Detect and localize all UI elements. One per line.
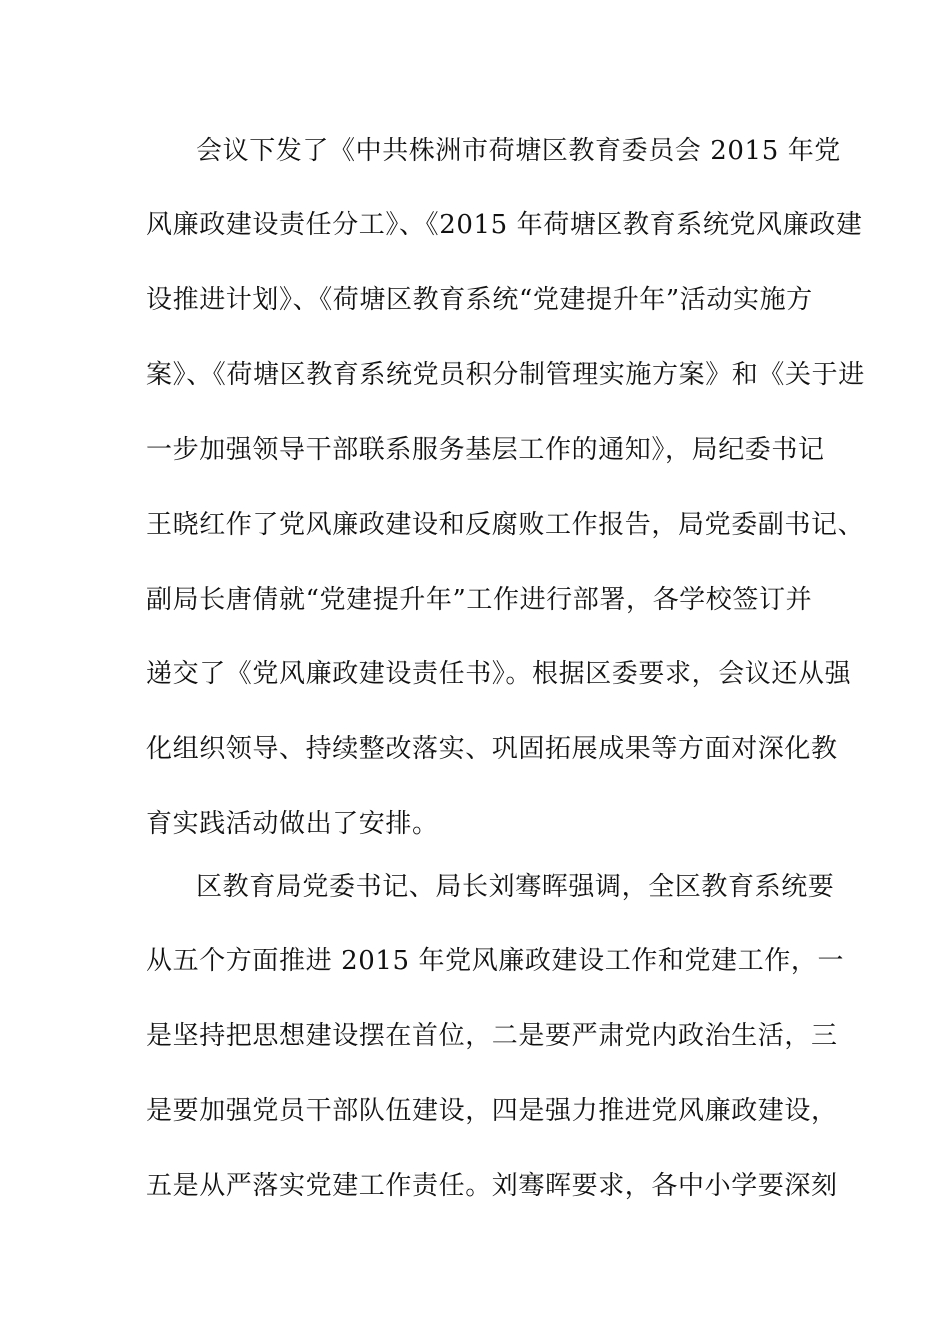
paragraph-1-line-2: 风廉政建设责任分工》、《2015 年荷塘区教育系统党风廉政建	[146, 210, 863, 240]
paragraph-1-line-8: 递交了《党风廉政建设责任书》。根据区委要求，会议还从强	[146, 659, 852, 689]
paragraph-1-line-5: 一步加强领导干部联系服务基层工作的通知》，局纪委书记	[146, 435, 825, 465]
paragraph-1-line-7: 副局长唐倩就“党建提升年”工作进行部署，各学校签订并	[146, 585, 813, 615]
paragraph-2-line-4: 是要加强党员干部队伍建设，四是强力推进党风廉政建设，	[146, 1096, 838, 1126]
paragraph-2-line-2: 从五个方面推进 2015 年党风廉政建设工作和党建工作，一	[146, 946, 845, 976]
paragraph-2-line-1: 区教育局党委书记、局长刘骞晖强调，全区教育系统要	[196, 872, 835, 902]
paragraph-2-line-3: 是坚持把思想建设摆在首位，二是要严肃党内政治生活，三	[146, 1021, 838, 1051]
paragraph-1-line-4: 案》、《荷塘区教育系统党员积分制管理实施方案》和《关于进	[146, 360, 865, 390]
paragraph-1-line-9: 化组织领导、持续整改落实、巩固拓展成果等方面对深化教	[146, 734, 838, 764]
paragraph-1-line-3: 设推进计划》、《荷塘区教育系统“党建提升年”活动实施方	[146, 285, 813, 315]
paragraph-1-line-6: 王晓红作了党风廉政建设和反腐败工作报告，局党委副书记、	[146, 510, 865, 540]
paragraph-1-line-10: 育实践活动做出了安排。	[146, 809, 439, 839]
paragraph-1-line-1: 会议下发了《中共株洲市荷塘区教育委员会 2015 年党	[196, 136, 841, 166]
paragraph-2-line-5: 五是从严落实党建工作责任。刘骞晖要求，各中小学要深刻	[146, 1171, 838, 1201]
